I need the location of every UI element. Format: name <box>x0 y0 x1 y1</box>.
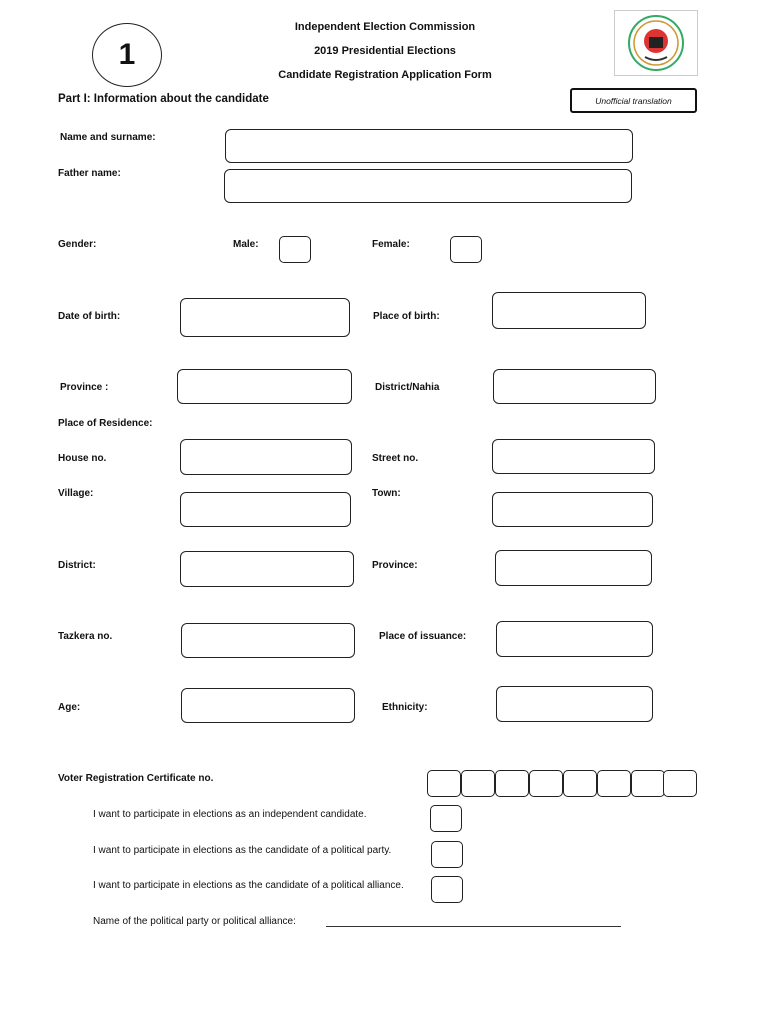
election-name: 2019 Presidential Elections <box>314 45 456 57</box>
badge-text: Unofficial translation <box>595 95 672 106</box>
male-checkbox[interactable] <box>279 236 311 263</box>
district-field[interactable] <box>180 551 354 587</box>
residence-province-label: Province: <box>372 560 418 571</box>
issuance-label: Place of issuance: <box>379 631 467 642</box>
voter-digit-box[interactable] <box>529 770 563 797</box>
district-nahia-field[interactable] <box>493 369 656 404</box>
voter-digit-box[interactable] <box>563 770 597 797</box>
female-checkbox[interactable] <box>450 236 482 263</box>
part1-title: Part I: Information about the candidate <box>58 93 269 105</box>
gender-label: Gender: <box>58 239 97 250</box>
town-label: Town: <box>372 488 401 499</box>
unofficial-translation-badge <box>570 88 697 113</box>
party-name-line[interactable] <box>326 926 621 927</box>
iec-seal-icon <box>614 10 698 76</box>
voter-digit-box[interactable] <box>663 770 697 797</box>
name-label: Name and surname: <box>60 132 156 143</box>
voter-cert-label: Voter Registration Certificate no. <box>58 773 214 784</box>
party-option-label: I want to participate in elections as the candidate of a political party. <box>93 845 392 856</box>
independent-checkbox[interactable] <box>430 805 462 832</box>
father-name-label: Father name: <box>58 168 121 179</box>
name-field[interactable] <box>225 129 633 163</box>
dob-field[interactable] <box>180 298 350 337</box>
alliance-option-label: I want to participate in elections as the candidate of a political alliance. <box>93 880 404 891</box>
pob-label: Place of birth: <box>373 311 440 322</box>
father-name-field[interactable] <box>224 169 632 203</box>
street-no-label: Street no. <box>372 453 419 464</box>
age-label: Age: <box>58 702 81 713</box>
residence-province-field[interactable] <box>495 550 652 586</box>
form-number: 1 <box>118 38 136 71</box>
village-label: Village: <box>58 488 94 499</box>
district-nahia-label: District/Nahia <box>375 382 440 393</box>
town-field[interactable] <box>492 492 653 527</box>
pob-field[interactable] <box>492 292 646 329</box>
ethnicity-label: Ethnicity: <box>382 702 428 713</box>
dob-label: Date of birth: <box>58 311 121 322</box>
alliance-checkbox[interactable] <box>431 876 463 903</box>
party-name-label: Name of the political party or political alliance: <box>93 916 296 927</box>
voter-digit-box[interactable] <box>461 770 495 797</box>
voter-digit-box[interactable] <box>495 770 529 797</box>
independent-option-label: I want to participate in elections as an independent candidate. <box>93 809 367 820</box>
district-label: District: <box>58 560 96 571</box>
village-field[interactable] <box>180 492 351 527</box>
issuance-field[interactable] <box>496 621 653 657</box>
party-checkbox[interactable] <box>431 841 463 868</box>
female-label: Female: <box>372 239 410 250</box>
tazkera-field[interactable] <box>181 623 355 658</box>
house-no-label: House no. <box>58 453 107 464</box>
org-name: Independent Election Commission <box>294 21 476 33</box>
voter-digit-box[interactable] <box>631 770 665 797</box>
province-label: Province : <box>60 382 109 393</box>
voter-digit-box[interactable] <box>427 770 461 797</box>
tazkera-label: Tazkera no. <box>58 631 113 642</box>
form-title: Candidate Registration Application Form <box>278 69 492 81</box>
age-field[interactable] <box>181 688 355 723</box>
house-no-field[interactable] <box>180 439 352 475</box>
voter-digit-box[interactable] <box>597 770 631 797</box>
street-no-field[interactable] <box>492 439 655 474</box>
male-label: Male: <box>233 239 259 250</box>
ethnicity-field[interactable] <box>496 686 653 722</box>
province-field[interactable] <box>177 369 352 404</box>
residence-label: Place of Residence: <box>58 418 153 429</box>
